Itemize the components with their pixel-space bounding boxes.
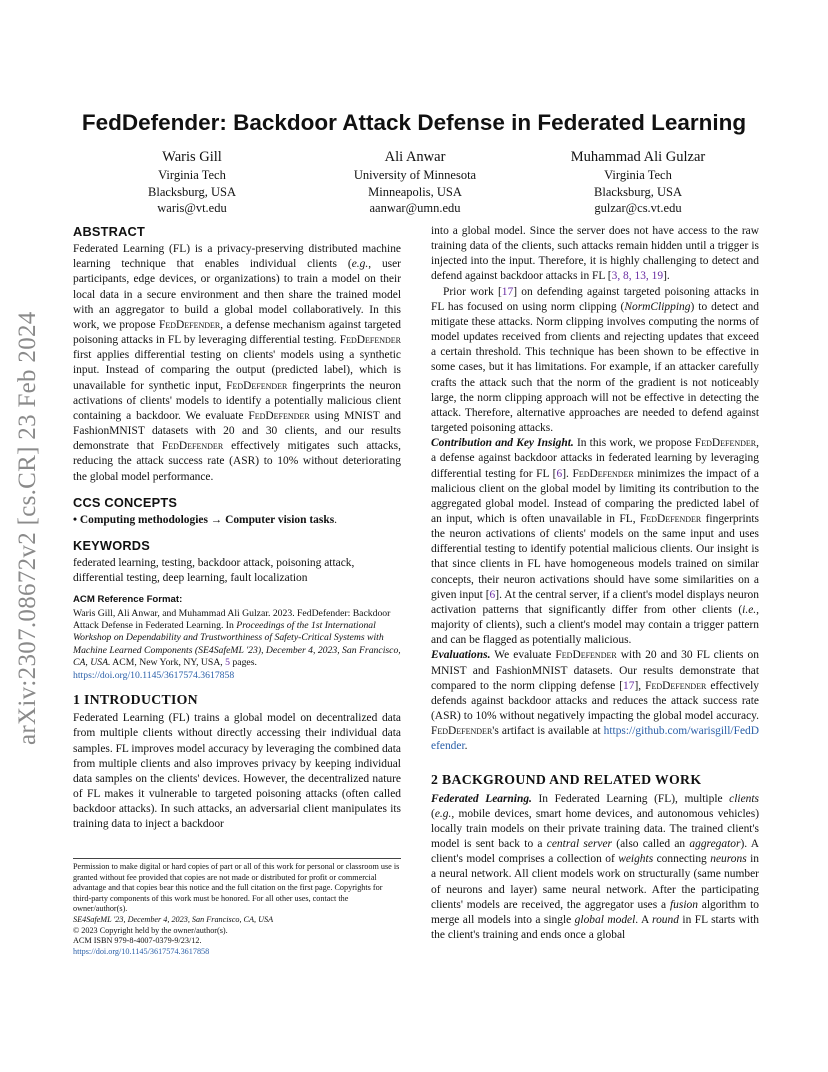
ccs-text: • Computing methodologies → Computer vision tasks.	[73, 513, 338, 526]
intro-continued: into a global model. Since the server does not have access to the raw training data of the clients, such attacks remain hidden until a trigger is injected into the input. Therefore, it is highly challenging to detect and defend against backdoor attacks in FL [3, 8, 13, 19].	[431, 225, 759, 283]
author-affiliation: University of Minnesota	[353, 168, 477, 182]
footnote-doi-link[interactable]: https://doi.org/10.1145/3617574.3617858	[73, 946, 210, 956]
author-location: Minneapolis, USA	[368, 184, 462, 199]
author-location: Blacksburg, USA	[148, 184, 236, 199]
author-3	[523, 148, 753, 217]
copyright-line: © 2023 Copyright held by the owner/author(s).	[73, 925, 228, 935]
background-paragraph: Federated Learning. In Federated Learning (FL), multiple clients (e.g., mobile devices, smart home devices, and autonomous vehicles) locally train models on their private training data. The trained client's model is sent back to a central server (also called an aggregator). A client's model comprises a collection of weights connecting neurons in a neural network. All client models work on structurally (same number of neurons and layer) same neural network. After the participating clients' models are received, the aggregator uses a fusion algorithm to merge all models into a single global model. A round in FL starts with the client's training and ends once a global	[431, 792, 760, 942]
abstract-heading: ABSTRACT	[73, 224, 145, 239]
prior-work-paragraph: Prior work [17] on defending against targeted poisoning attacks in FL has focused on using norm clipping (NormClipping) to detect and mitigate these attacks. Norm clipping involves computing the norms of model updates received from clients and rejecting updates that exceed a certain threshold. This technique has been shown to be effective in some cases, but it has limitations. For example, if an attacker carefully crafts the attack such that the norm of the gradient is not noticeably large, the norm clipping approach will not be effective in detecting the attack. Therefore, alternative approaches are needed to defend against targeted poisoning attacks.	[431, 285, 759, 435]
citation-link[interactable]: 17	[623, 679, 635, 692]
author-name: Waris Gill	[162, 149, 222, 165]
pages-link[interactable]: 5	[225, 657, 230, 669]
citation-link[interactable]: 17	[501, 285, 514, 298]
isbn-line: ACM ISBN 979-8-4007-0379-9/23/12.	[73, 936, 202, 946]
contribution-paragraph: Contribution and Key Insight. In this work, we propose FedDefender, a defense against backdoor attacks in federated learning by leveraging differential testing for FL [6]. FedDefender minimizes the impact of a malicious client on the global model by limiting its contribution to the aggregated global model. Instead of comparing the predicted label of an input, which is often unavailable in FL, FedDefender fingerprints the neuron activations of clients' models on the same input and uses differential testing to identify potential malicious clients. Our insight is that since clients in FL have homogeneous models trained on similar concepts, their neuron activations should have some similarities on a given input [6]. At the central server, if a client's model displays neuron activation patterns that significantly differ from other clients (i.e., majority of clients), such a client's model may contain a trigger pattern and can be flagged as potentially malicious.	[431, 437, 760, 647]
citation-link[interactable]: 6	[489, 588, 496, 601]
permission-notice: Permission to make digital or hard copies of part or all of this work for personal or classroom use is granted without fee provided that copies are not made or distributed for profit or commercial advantage and that copies bear this notice and the full citation on the first page. Copyrights for third-party components of this work must be honored. For all other uses, contact the owner/author(s).	[73, 862, 400, 914]
background-heading: 2 BACKGROUND AND RELATED WORK	[431, 772, 702, 788]
author-name: Ali Anwar	[384, 149, 446, 165]
footnote	[73, 858, 401, 957]
citation-link[interactable]: 6	[556, 467, 563, 480]
author-email: gulzar@cs.vt.edu	[594, 201, 682, 215]
author-2	[300, 148, 530, 217]
author-affiliation: Virginia Tech	[604, 168, 672, 182]
keywords-text: federated learning, testing, backdoor attack, poisoning attack, differential testing, deep learning, fault localization	[73, 557, 355, 585]
evaluations-paragraph: Evaluations. We evaluate FedDefender with 20 and 30 FL clients on MNIST and FashionMNIST datasets. Our results demonstrate that compared to the norm clipping defense [17], FedDefender effectively defends against backdoor attacks and reduces the attack success rate (ASR) to 10% without negatively impacting the global model accuracy. FedDefender's artifact is available at https://github.com/warisgill/FedDefender.	[431, 649, 760, 753]
acm-reference-heading: ACM Reference Format:	[73, 594, 183, 606]
author-1	[77, 148, 307, 217]
arxiv-stamp: arXiv:2307.08672v2 [cs.CR] 23 Feb 2024	[14, 311, 41, 745]
ccs-heading: CCS CONCEPTS	[73, 494, 178, 510]
abstract-text: Federated Learning (FL) is a privacy-preserving distributed machine learning technique that enables individual clients (e.g., user participants, edge devices, or organizations) to train a model on their local data in a secure environment and then share the trained model with an aggregator to build a global model collaboratively. In this work, we propose FedDefender, a defense mechanism against targeted poisoning attacks in FL by leveraging differential testing. FedDefender first applies differential testing on clients' models using a synthetic input. Instead of comparing the output (predicted label), which is unavailable for synthetic input, FedDefender fingerprints the neuron activations of clients' models to identify a potentially malicious client containing a backdoor. We evaluate FedDefender using MNIST and FashionMNIST datasets with 20 and 30 clients, and our results demonstrate that FedDefender effectively mitigates such attacks, reducing the attack success rate (ASR) to 10% without deteriorating the global model performance.	[73, 243, 401, 483]
venue-line: SE4SafeML '23, December 4, 2023, San Francisco, CA, USA	[73, 914, 274, 924]
paper-title: FedDefender: Backdoor Attack Defense in Federated Learning	[81, 110, 747, 135]
right-column	[431, 224, 759, 943]
introduction-heading: 1 INTRODUCTION	[73, 692, 198, 708]
keywords-heading: KEYWORDS	[73, 537, 150, 553]
citation-link[interactable]: 3, 8, 13, 19	[611, 270, 664, 283]
author-location: Blacksburg, USA	[594, 184, 682, 199]
author-name: Muhammad Ali Gulzar	[570, 149, 706, 165]
author-affiliation: Virginia Tech	[158, 168, 226, 182]
artifact-link[interactable]: https://github.com/warisgill/FedDefender	[431, 725, 759, 753]
introduction-text: Federated Learning (FL) trains a global model on decentralized data from multiple clients without directly accessing their individual data samples. FL improves model accuracy by leveraging the combined data from multiple clients and also improves privacy by keeping individual data samples on the clients' devices. However, the decentralized nature of FL makes it vulnerable to targeted poisoning attacks (often called backdoor attacks). In such attacks, an adversarial client manipulates its training data to inject a backdoor	[73, 712, 401, 831]
left-column	[73, 224, 401, 832]
doi-link[interactable]: https://doi.org/10.1145/3617574.3617858	[73, 669, 235, 681]
author-email: aanwar@umn.edu	[369, 201, 461, 215]
acm-reference-text: Waris Gill, Ali Anwar, and Muhammad Ali Gulzar. 2023. FedDefender: Backdoor Attack Defense in Federated Learning. In Proceedings of the 1st International Workshop on Dependability and Trustworthiness of Safety-Critical Systems with Machine Learned Components (SE4SafeML '23), December 4, 2023, San Francisco, CA, USA. ACM, New York, NY, USA, 5 pages. https://doi.org/10.1145/3617574.3617858	[73, 607, 401, 681]
author-email: waris@vt.edu	[157, 201, 227, 215]
